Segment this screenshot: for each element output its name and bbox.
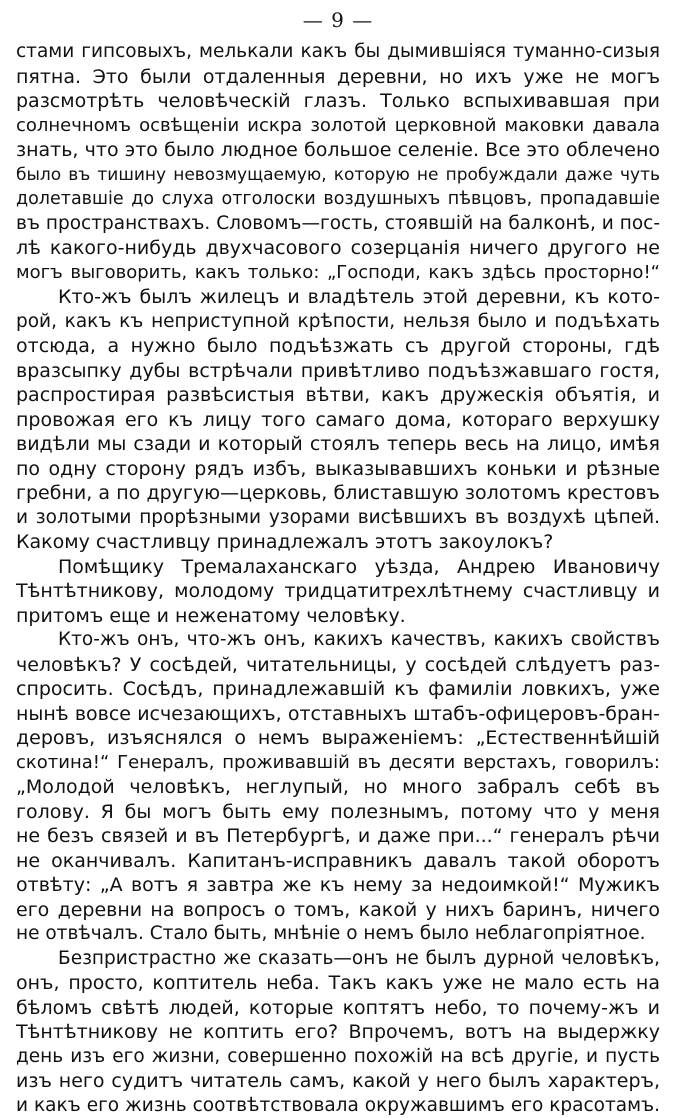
text-line: и какъ его жизнь соотвѣтствовала окружавшимъ его красотамъ. bbox=[16, 1094, 660, 1118]
text-line: Кто-жъ былъ жилецъ и владѣтель этой деревни, къ кото- bbox=[16, 285, 660, 310]
text-line: распростирая развѣсистыя вѣтви, какъ дружескія объятія, и bbox=[16, 383, 660, 408]
page-number: — 9 — bbox=[16, 0, 660, 40]
text-line: нынѣ вовсе исчезающихъ, отставныхъ штабъ-офицеровъ-бран- bbox=[16, 702, 660, 727]
text-line: бѣломъ свѣтѣ людей, которые коптятъ небо, то почему-жъ и bbox=[16, 996, 660, 1021]
text-line: солнечномъ освѣщеніи искра золотой церковной маковки давала bbox=[16, 114, 660, 139]
text-line: провожая его къ лицу того самаго дома, котораго верхушку bbox=[16, 408, 660, 433]
text-line: видѣли мы сзади и который стоялъ теперь весь на лицо, имѣя bbox=[16, 432, 660, 457]
text-line: лѣ какого-нибудь двухчасового созерцанія ничего другого не bbox=[16, 236, 660, 261]
text-line: деровъ, изъяснялся о немъ выраженіемъ: „Естественнѣйшій bbox=[16, 726, 660, 751]
text-line: не оканчивалъ. Капитанъ-исправникъ давалъ такой оборотъ bbox=[16, 849, 660, 874]
text-line: разсмотрѣть человѣческій глазъ. Только вспыхивавшая при bbox=[16, 89, 660, 114]
text-line: Какому счастливцу принадлежалъ этотъ закоулокъ? bbox=[16, 530, 660, 555]
text-line: голову. Я бы могъ быть ему полезнымъ, потому что у меня bbox=[16, 800, 660, 825]
text-line: отсюда, а нужно было подъѣзжать съ другой стороны, гдѣ bbox=[16, 334, 660, 359]
text-line: человѣкъ? У сосѣдей, читательницы, у сосѣдей слѣдуетъ раз- bbox=[16, 653, 660, 678]
text-line: долетавшіе до слуха отголоски воздушныхъ пѣвцовъ, пропадавшіе bbox=[16, 187, 660, 212]
text-line: знать, что это было людное большое селеніе. Все это облечено bbox=[16, 138, 660, 163]
text-line: рой, какъ къ неприступной крѣпости, нельзя было и подъѣхать bbox=[16, 310, 660, 335]
text-line: изъ него судитъ читатель самъ, какой у него былъ характеръ, bbox=[16, 1069, 660, 1094]
text-line: по одну сторону рядъ избъ, выказывавшихъ коньки и рѣзные bbox=[16, 457, 660, 482]
text-line: „Молодой человѣкъ, неглупый, но много забралъ себѣ въ bbox=[16, 775, 660, 800]
text-line: Тѣнтѣтникову не коптить его? Впрочемъ, вотъ на выдержку bbox=[16, 1020, 660, 1045]
text-line: и золотыми прорѣзными узорами висѣвшихъ въ воздухѣ цѣпей. bbox=[16, 506, 660, 531]
text-line: пятна. Это были отдаленныя деревни, но ихъ уже не могъ bbox=[16, 65, 660, 90]
text-line: стами гипсовыхъ, мелькали какъ бы дымившіяся туманно-сизыя bbox=[16, 40, 660, 65]
text-line: отвѣту: „А вотъ я завтра же къ нему за недоимкой!“ Мужикъ bbox=[16, 873, 660, 898]
text-line: скотина!“ Генералъ, проживавшій въ десяти верстахъ, говорилъ: bbox=[16, 751, 660, 776]
text-line: гребни, а по другую—церковь, блиставшую золотомъ крестовъ bbox=[16, 481, 660, 506]
text-line: спросить. Сосѣдъ, принадлежавшій къ фамиліи ловкихъ, уже bbox=[16, 677, 660, 702]
text-line: его деревни на вопросъ о томъ, какой у нихъ баринъ, ничего bbox=[16, 898, 660, 923]
text-line: не отвѣчалъ. Стало быть, мнѣніе о немъ было неблагопріятное. bbox=[16, 922, 660, 947]
text-line: притомъ еще и неженатому человѣку. bbox=[16, 604, 660, 629]
text-line: не безъ связей и въ Петербургѣ, и даже при...“ генералъ рѣчи bbox=[16, 824, 660, 849]
text-line: было въ тишину невозмущаемую, которую не пробуждали даже чуть bbox=[16, 163, 660, 188]
text-line: день изъ его жизни, совершенно похожій на всѣ другіе, и пусть bbox=[16, 1045, 660, 1070]
text-line: Кто-жъ онъ, что-жъ онъ, какихъ качествъ, какихъ свойствъ bbox=[16, 628, 660, 653]
text-line: онъ, просто, коптитель неба. Такъ какъ уже не мало есть на bbox=[16, 971, 660, 996]
text-line: вразсыпку дубы встрѣчали привѣтливо подъѣзжавшаго гостя, bbox=[16, 359, 660, 384]
text-line: въ пространствахъ. Словомъ—гость, стоявшій на балконѣ, и пос- bbox=[16, 212, 660, 237]
text-body bbox=[16, 40, 660, 1118]
text-line: Тѣнтѣтникову, молодому тридцатитрехлѣтнему счастливцу и bbox=[16, 579, 660, 604]
text-line: Безпристрастно же сказать—онъ не былъ дурной человѣкъ, bbox=[16, 947, 660, 972]
text-line: Помѣщику Тремалаханскаго уѣзда, Андрею Ивановичу bbox=[16, 555, 660, 580]
text-line: могъ выговорить, какъ только: „Господи, какъ здѣсь просторно!“ bbox=[16, 261, 660, 286]
